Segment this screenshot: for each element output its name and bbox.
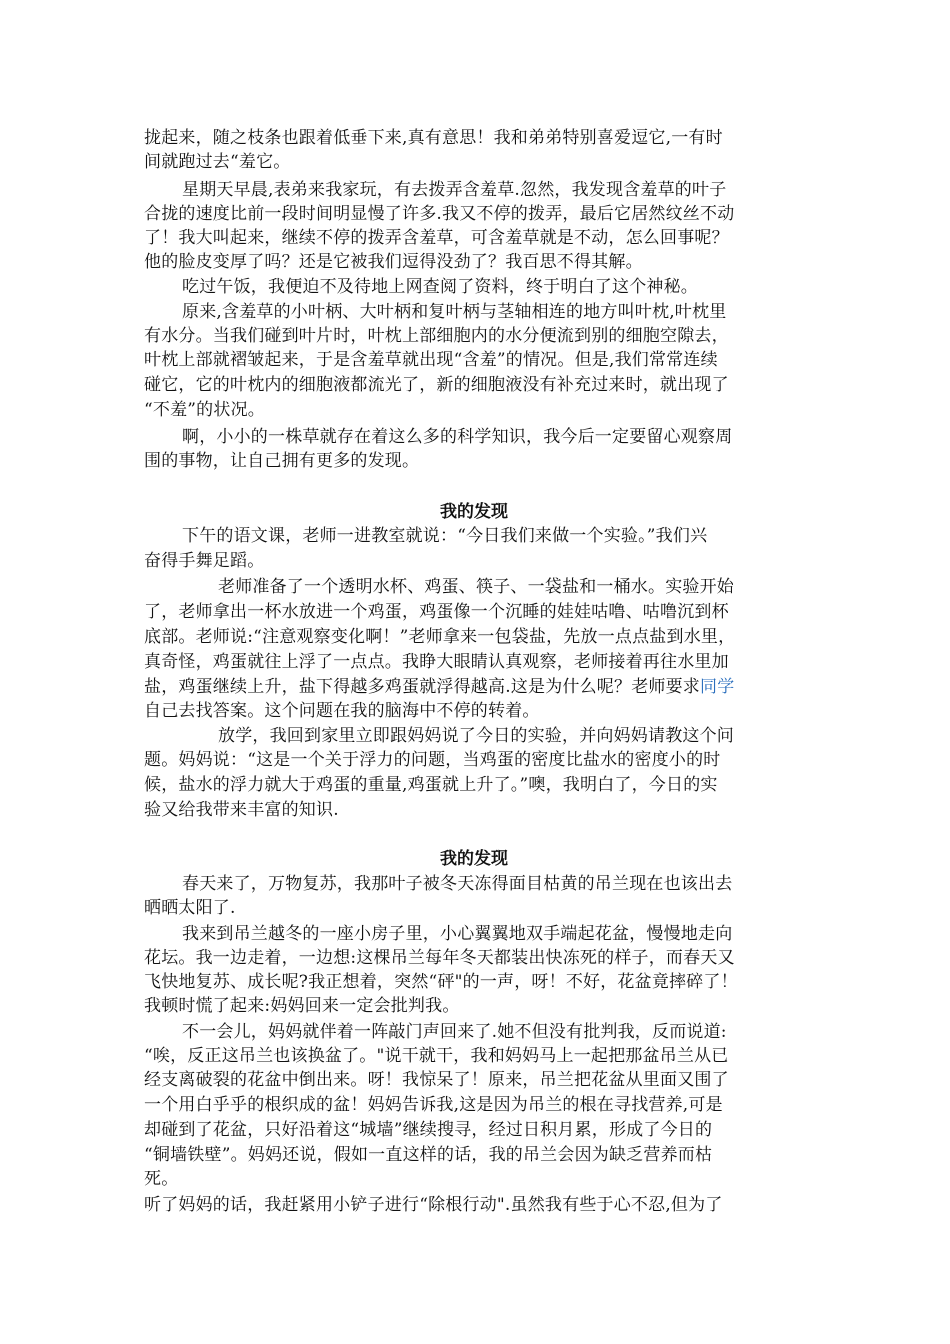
paragraph-line: 底部。老师说:“注意观察变化啊！”老师拿来一包袋盐，先放一点点盐到水里， [144,627,736,647]
paragraph-line: 春天来了，万物复苏，我那叶子被冬天冻得面目枯黄的吊兰现在也该出去 [182,874,733,894]
paragraph-line: 星期天早晨,表弟来我家玩，有去拨弄含羞草.忽然，我发现含羞草的叶子 [182,180,727,200]
paragraph-line: 原来,含羞草的小叶柄、大叶柄和复叶柄与茎轴相连的地方叫叶枕,叶枕里 [182,302,727,322]
paragraph-text: 盐，鸡蛋继续上升，盐下得越多鸡蛋就浮得越高.这是为什么呢？老师要求 [144,677,701,697]
paragraph-line: 碰它，它的叶枕内的细胞液都流光了，新的细胞液没有补充过来时，就出现了 [144,375,729,395]
paragraph-line: “不羞”的状况。 [144,400,265,420]
paragraph-line: 我来到吊兰越冬的一座小房子里，小心翼翼地双手端起花盆，慢慢地走向 [182,924,733,944]
paragraph-line: 候，盐水的浮力就大于鸡蛋的重量,鸡蛋就上升了。”噢，我明白了，今日的实 [144,775,718,795]
paragraph-line: 题。妈妈说：“这是一个关于浮力的问题，当鸡蛋的密度比盐水的密度小的时 [144,750,721,770]
paragraph-line: 花坛。我一边走着，一边想:这棵吊兰每年冬天都装出快冻死的样子，而春天又 [144,948,735,968]
paragraph-line: 间就跑过去“羞它。 [144,152,291,172]
paragraph-line: 真奇怪，鸡蛋就往上浮了一点点。我睁大眼睛认真观察，老师接着再往水里加 [144,652,729,672]
paragraph-line: 验又给我带来丰富的知识. [144,800,339,820]
paragraph-line: 了！我大叫起来，继续不停的拨弄含羞草，可含羞草就是不动，怎么回事呢？ [144,228,729,248]
paragraph-line: 下午的语文课，老师一进教室就说：“今日我们来做一个实验。”我们兴 [182,526,708,546]
paragraph-line: 经支离破裂的花盆中倒出来。呀！我惊呆了！原来，吊兰把花盆从里面又围了 [144,1070,729,1090]
paragraph-line: 死。 [144,1169,179,1189]
paragraph-line: 他的脸皮变厚了吗？还是它被我们逗得没劲了？我百思不得其解。 [144,252,643,272]
paragraph-line: “唉，反正这吊兰也该换盆了。"说干就干，我和妈妈马上一起把那盆吊兰从已 [144,1046,729,1066]
paragraph-line: 围的事物，让自己拥有更多的发现。 [144,451,420,471]
paragraph-line: 放学，我回到家里立即跟妈妈说了今日的实验，并向妈妈请教这个问 [218,726,734,746]
essay-title: 我的发现 [440,502,508,522]
link-classmates[interactable]: 同学 [700,677,735,697]
paragraph-line: 有水分。当我们碰到叶片时，叶枕上部细胞内的水分便流到别的细胞空隙去， [144,326,729,346]
paragraph-line: 听了妈妈的话，我赶紧用小铲子进行“除根行动".虽然我有些于心不忍,但为了 [144,1195,723,1215]
paragraph-line: “铜墙铁壁”。妈妈还说，假如一直这样的话，我的吊兰会因为缺乏营养而枯 [144,1145,713,1165]
paragraph-line [144,675,734,699]
paragraph-line: 飞快地复苏、成长呢?我正想着，突然“砰"的一声，呀！不好，花盆竟摔碎了！ [144,972,738,992]
paragraph-line: 我顿时慌了起来:妈妈回来一定会批判我。 [144,996,460,1016]
paragraph-line: 合拢的速度比前一段时间明显慢了许多.我又不停的拨弄，最后它居然纹丝不动 [144,204,735,224]
paragraph-line: 老师准备了一个透明水杯、鸡蛋、筷子、一袋盐和一桶水。实验开始 [218,577,734,597]
paragraph-line: 不一会儿，妈妈就伴着一阵敲门声回来了.她不但没有批判我，反而说道: [182,1022,727,1042]
paragraph-line: 吃过午饭，我便迫不及待地上网查阅了资料，终于明白了这个神秘。 [182,277,698,297]
paragraph-line: 拢起来，随之枝条也跟着低垂下来,真有意思！我和弟弟特别喜爱逗它,一有时 [144,128,723,148]
paragraph-line: 却碰到了花盆，只好沿着这“城墙”继续搜寻，经过日积月累，形成了今日的 [144,1120,713,1140]
paragraph-line: 晒晒太阳了. [144,898,236,918]
paragraph-line: 自己去找答案。这个问题在我的脑海中不停的转着。 [144,701,540,721]
paragraph-line: 叶枕上部就褶皱起来，于是含羞草就出现“含羞”的情况。但是,我们常常连续 [144,350,718,370]
paragraph-line: 啊，小小的一株草就存在着这么多的科学知识，我今后一定要留心观察周 [182,427,733,447]
paragraph-line: 一个用白乎乎的根织成的盆！妈妈告诉我,这是因为吊兰的根在寻找营养,可是 [144,1095,723,1115]
essay-title: 我的发现 [440,849,508,869]
paragraph-line: 奋得手舞足蹈。 [144,551,265,571]
paragraph-line: 了，老师拿出一杯水放进一个鸡蛋，鸡蛋像一个沉睡的娃娃咕噜、咕噜沉到杯 [144,602,729,622]
